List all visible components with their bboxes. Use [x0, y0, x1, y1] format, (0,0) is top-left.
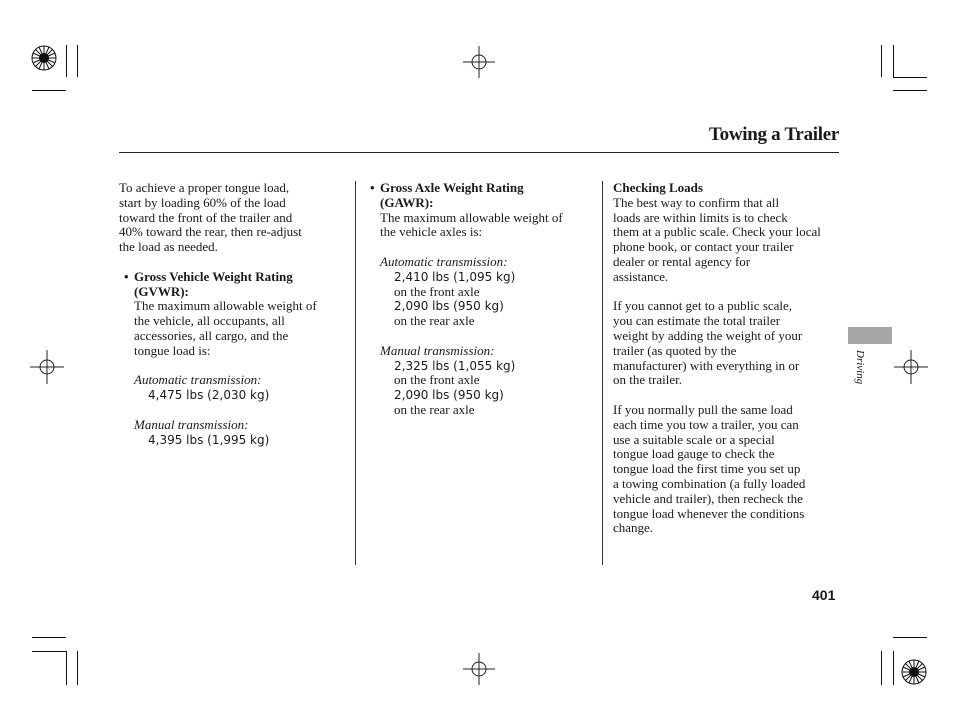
- crop-mark: [66, 45, 67, 77]
- text-line: a towing combination (a fully loaded: [613, 475, 806, 491]
- gvwr-manual-value: 4,395 lbs (1,995 kg): [148, 432, 270, 447]
- gvwr-section: [119, 270, 349, 388]
- front-axle-label: on the front axle: [394, 372, 480, 388]
- gawr-heading: [370, 180, 600, 196]
- text-line: each time you tow a trailer, you can: [613, 416, 799, 432]
- crop-mark: [32, 637, 66, 638]
- page-number: 401: [812, 587, 836, 603]
- text-line: tongue load the first time you set up: [613, 461, 801, 477]
- text-line: tongue load whenever the conditions: [613, 505, 805, 521]
- text-line: accessories, all cargo, and the: [134, 327, 289, 343]
- text-line: tongue load is:: [134, 342, 211, 358]
- auto-transmission-label: Automatic transmission:: [380, 253, 508, 269]
- text-line: assistance.: [613, 268, 669, 284]
- text-line: If you normally pull the same load: [613, 401, 793, 417]
- starburst-registration-icon: [30, 44, 58, 72]
- registration-target-icon: [463, 46, 495, 78]
- manual-transmission-label: Manual transmission:: [134, 416, 249, 432]
- text-line: The maximum allowable weight of: [134, 298, 317, 314]
- text-line: trailer (as quoted by the: [613, 342, 737, 358]
- section-tab-label: Driving: [854, 350, 866, 385]
- text-line: 40% toward the rear, then re-adjust: [119, 224, 302, 240]
- crop-mark: [893, 637, 927, 638]
- text-line: If you cannot get to a public scale,: [613, 298, 793, 314]
- auto-transmission-label: Automatic transmission:: [134, 372, 262, 388]
- bullet-icon: •: [370, 180, 375, 195]
- rear-axle-label: on the rear axle: [394, 401, 475, 417]
- text-line: phone book, or contact your trailer: [613, 239, 794, 255]
- text-line: use a suitable scale or a special: [613, 431, 775, 447]
- text-line: the load as needed.: [119, 239, 218, 255]
- text-line: manufacturer) with everything in or: [613, 357, 800, 373]
- text-line: toward the front of the trailer and: [119, 209, 293, 225]
- text-line: vehicle and trailer), then recheck the: [613, 490, 803, 506]
- gawr-auto-rear-value: 2,090 lbs (950 kg): [394, 299, 504, 314]
- text-line: change.: [613, 520, 654, 536]
- bullet-icon: •: [124, 268, 129, 284]
- column-divider: [355, 181, 356, 565]
- heading-text: Gross Axle Weight Rating: [380, 180, 524, 195]
- gawr-manual-front-value: 2,325 lbs (1,055 kg): [394, 358, 516, 373]
- crop-mark: [77, 651, 78, 685]
- crop-mark: [66, 651, 67, 685]
- crop-mark: [893, 651, 894, 685]
- rear-axle-label: on the rear axle: [394, 313, 475, 329]
- text-line: weight by adding the weight of your: [613, 327, 803, 343]
- heading-text: (GVWR):: [134, 283, 189, 299]
- text-line: tongue load gauge to check the: [613, 446, 775, 462]
- gawr-auto-front-value: 2,410 lbs (1,095 kg): [394, 269, 516, 284]
- crop-mark: [32, 651, 66, 652]
- gawr-manual-rear-value: 2,090 lbs (950 kg): [394, 388, 504, 403]
- checking-loads-heading: Checking Loads: [613, 180, 703, 195]
- crop-mark: [881, 651, 882, 685]
- text-line: start by loading 60% of the load: [119, 194, 286, 210]
- crop-mark: [881, 45, 882, 77]
- crop-mark: [893, 90, 927, 91]
- heading-text: (GAWR):: [380, 194, 434, 210]
- crop-mark: [32, 90, 66, 91]
- crop-mark: [893, 45, 894, 77]
- registration-target-icon: [30, 350, 64, 384]
- crop-mark: [893, 77, 927, 78]
- title-rule: [119, 152, 839, 153]
- starburst-registration-icon: [900, 658, 928, 686]
- column-1: [119, 181, 349, 447]
- registration-target-icon: [463, 653, 495, 685]
- text-line: dealer or rental agency for: [613, 253, 751, 269]
- text-line: The best way to confirm that all: [613, 194, 780, 210]
- column-3: [613, 181, 845, 536]
- text-line: on the trailer.: [613, 372, 682, 388]
- crop-mark: [77, 45, 78, 77]
- manual-transmission-label: Manual transmission:: [380, 342, 495, 358]
- section-tab: [848, 327, 892, 344]
- text-line: the vehicle, all occupants, all: [134, 313, 285, 329]
- text-line: the vehicle axles is:: [380, 224, 483, 240]
- column-divider: [602, 181, 603, 565]
- front-axle-label: on the front axle: [394, 283, 480, 299]
- text-line: To achieve a proper tongue load,: [119, 180, 290, 195]
- text-line: you can estimate the total trailer: [613, 313, 781, 329]
- gvwr-heading: [124, 268, 349, 285]
- column-2: [368, 181, 600, 418]
- intro-paragraph: [119, 181, 349, 255]
- text-line: them at a public scale. Check your local: [613, 224, 821, 240]
- text-line: loads are within limits is to check: [613, 209, 788, 225]
- gawr-section: [368, 181, 600, 270]
- gvwr-auto-value: 4,475 lbs (2,030 kg): [148, 388, 270, 403]
- text-line: The maximum allowable weight of: [380, 209, 563, 225]
- heading-text: Gross Vehicle Weight Rating: [134, 268, 293, 284]
- registration-target-icon: [894, 350, 928, 384]
- page-title: Towing a Trailer: [709, 124, 839, 145]
